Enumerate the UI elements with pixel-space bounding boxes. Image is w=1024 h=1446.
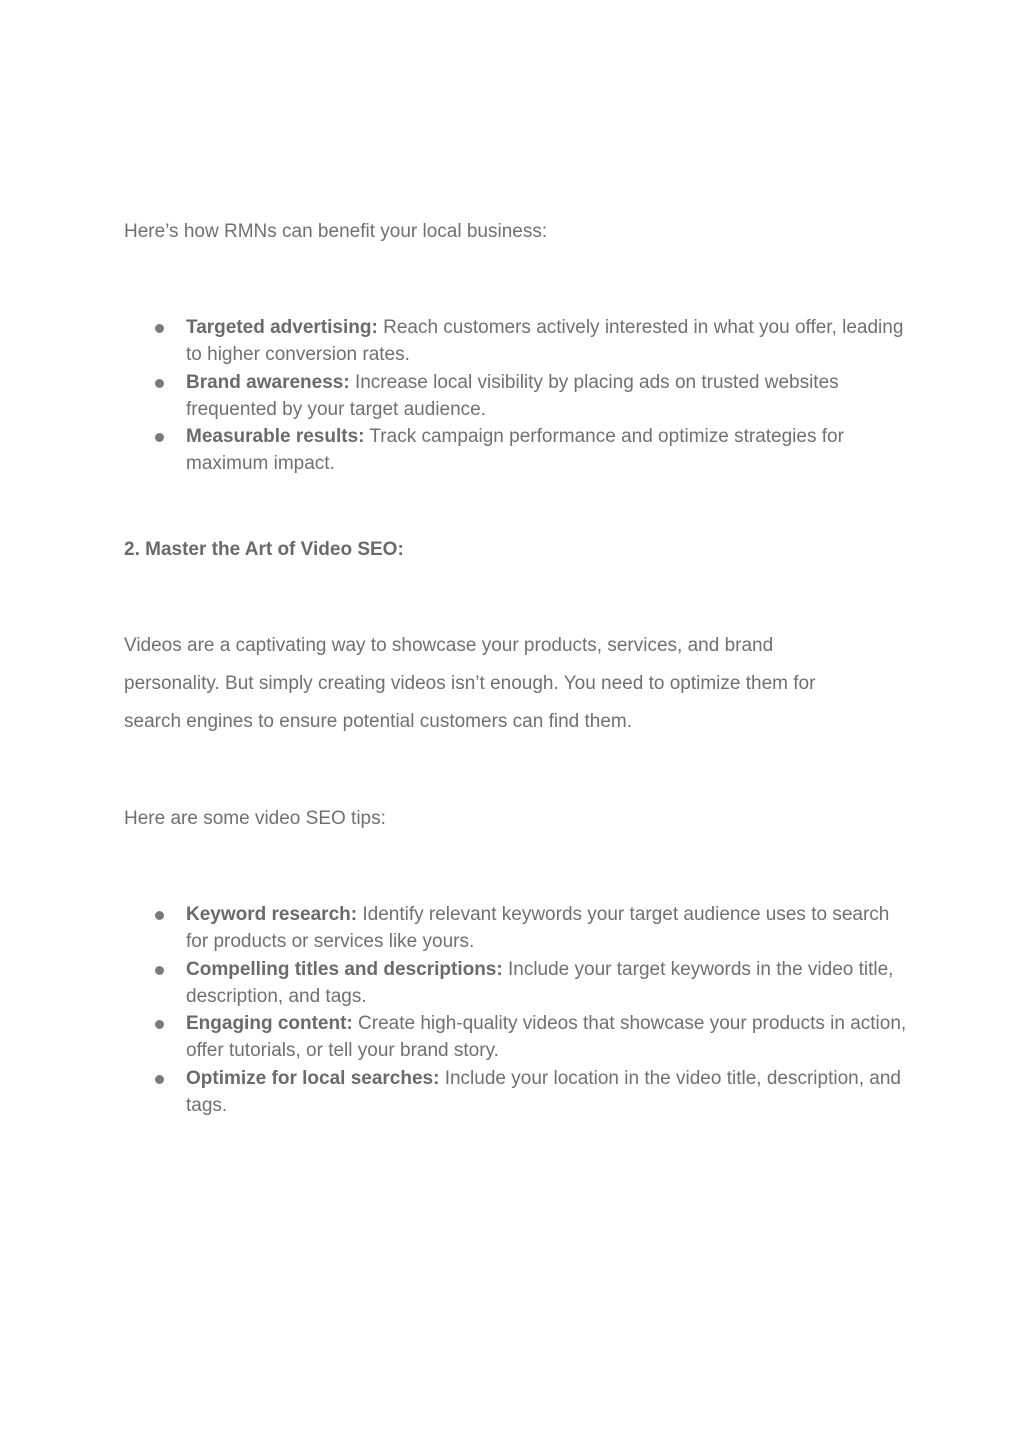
list-item-text: Include your location in the video title, description, and tags.	[186, 1067, 901, 1117]
list-item-text: Identify relevant keywords your target audience uses to search for products or services like yours.	[186, 904, 890, 953]
list-item	[124, 1010, 914, 1065]
list-item-text: Include your target keywords in the video title, description, and tags.	[186, 958, 894, 1007]
list-item-term: Compelling titles and descriptions:	[186, 958, 503, 980]
list-item-text: Track campaign performance and optimize strategies for maximum impact.	[186, 426, 844, 475]
video-tips-list	[124, 901, 914, 1119]
list-item	[124, 901, 914, 956]
bullet-icon	[155, 966, 164, 975]
list-item-text: Reach customers actively interested in what you offer, leading to higher conversion rates.	[186, 317, 904, 366]
list-item-text: Increase local visibility by placing ads on trusted websites frequented by your target audience.	[186, 371, 839, 420]
bullet-icon	[155, 324, 164, 333]
list-item-term: Targeted advertising:	[186, 317, 378, 338]
bullet-icon	[155, 1075, 164, 1084]
list-item	[124, 369, 914, 424]
list-item-term: Engaging content:	[186, 1013, 353, 1035]
tips-intro-paragraph: Here are some video SEO tips:	[124, 808, 386, 829]
list-item	[124, 956, 914, 1011]
intro-paragraph: Here’s how RMNs can benefit your local business:	[124, 221, 548, 242]
list-item	[124, 1065, 914, 1120]
bullet-icon	[155, 379, 164, 388]
bullet-icon	[155, 911, 164, 920]
bullet-icon	[155, 1020, 164, 1029]
list-item	[124, 423, 914, 478]
list-item	[124, 314, 914, 369]
list-item-term: Optimize for local searches:	[186, 1067, 440, 1089]
list-item-term: Measurable results:	[186, 426, 365, 448]
list-item-term: Brand awareness:	[186, 371, 350, 393]
list-item-text: Create high-quality videos that showcase your products in action, offer tutorials, or tell your brand story.	[186, 1013, 907, 1062]
section-heading: 2. Master the Art of Video SEO:	[124, 539, 404, 560]
bullet-icon	[155, 433, 164, 442]
video-paragraph: Videos are a captivating way to showcase your products, services, and brand personality. But simply creating videos isn’t enough. You need to optimize them for search engines to ensure potential customers can find them.	[124, 635, 816, 732]
list-item-term: Keyword research:	[186, 904, 358, 925]
rmn-benefits-list	[124, 314, 914, 478]
